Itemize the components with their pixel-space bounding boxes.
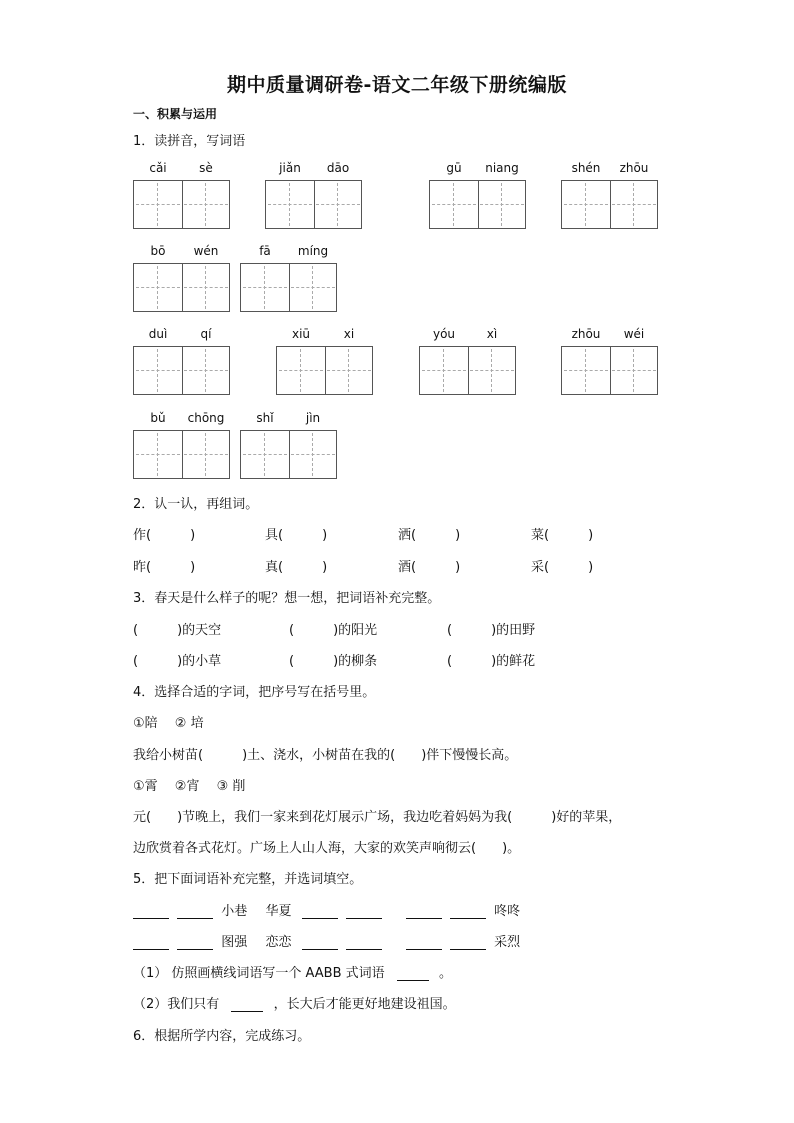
q5-row bbox=[133, 900, 520, 919]
character-cell[interactable] bbox=[562, 327, 611, 394]
fill-blank[interactable] bbox=[177, 948, 213, 950]
pinyin-label: shǐ bbox=[256, 411, 274, 425]
tianzige-box[interactable] bbox=[429, 161, 526, 229]
q5-sub-1-end: 。 bbox=[438, 966, 452, 981]
q5-word: 咚咚 bbox=[494, 904, 521, 919]
fill-blank[interactable] bbox=[450, 948, 486, 950]
fill-blank[interactable] bbox=[302, 948, 338, 950]
character-cell[interactable] bbox=[562, 161, 611, 228]
tianzige-box[interactable] bbox=[133, 161, 230, 229]
pinyin-label: zhōu bbox=[619, 161, 649, 175]
character-cell[interactable] bbox=[182, 244, 230, 311]
question-6-prompt: 6．根据所学内容，完成练习。 bbox=[133, 1029, 311, 1044]
q3-item[interactable]: ( )的柳条 bbox=[289, 654, 378, 669]
character-cell[interactable] bbox=[289, 411, 337, 478]
character-cell[interactable] bbox=[277, 327, 326, 394]
tianzige-box[interactable] bbox=[240, 411, 337, 479]
fill-blank[interactable] bbox=[450, 917, 486, 919]
pinyin-label: niang bbox=[485, 161, 519, 175]
pinyin-label: wéi bbox=[623, 327, 645, 341]
q4-sentence-2-cont[interactable]: 边欣赏着各式花灯。广场上人山人海，大家的欢笑声响彻云( )。 bbox=[133, 841, 521, 856]
character-cell[interactable] bbox=[325, 327, 373, 394]
character-cell[interactable] bbox=[610, 161, 658, 228]
q2-item[interactable]: 具( ) bbox=[265, 528, 328, 543]
pinyin-label: zhōu bbox=[571, 327, 601, 341]
pinyin-label: jiǎn bbox=[279, 161, 301, 175]
q4-sentence-2[interactable]: 元( )节晚上，我们一家来到花灯展示广场，我边吃着妈妈为我( )好的苹果， bbox=[133, 810, 622, 825]
tianzige-box[interactable] bbox=[133, 327, 230, 395]
fill-blank[interactable] bbox=[231, 1010, 263, 1012]
character-cell[interactable] bbox=[610, 327, 658, 394]
character-cell[interactable] bbox=[134, 327, 183, 394]
q3-item[interactable]: ( )的阳光 bbox=[289, 623, 378, 638]
pinyin-label: qí bbox=[200, 327, 212, 341]
q2-item[interactable]: 真( ) bbox=[265, 560, 328, 575]
q3-item[interactable]: ( )的小草 bbox=[133, 654, 222, 669]
q3-item[interactable]: ( )的鲜花 bbox=[447, 654, 536, 669]
question-5-prompt: 5．把下面词语补充完整，并选词填空。 bbox=[133, 872, 363, 887]
character-cell[interactable] bbox=[314, 161, 362, 228]
q5-sub-2 bbox=[133, 993, 456, 1012]
pinyin-label: wén bbox=[193, 244, 219, 258]
character-cell[interactable] bbox=[134, 411, 183, 478]
character-cell[interactable] bbox=[468, 327, 516, 394]
fill-blank[interactable] bbox=[346, 917, 382, 919]
character-cell[interactable] bbox=[241, 411, 290, 478]
q2-item[interactable]: 昨( ) bbox=[133, 560, 196, 575]
tianzige-box[interactable] bbox=[276, 327, 373, 395]
tianzige-box[interactable] bbox=[561, 161, 658, 229]
q2-item[interactable]: 菜( ) bbox=[531, 528, 594, 543]
pinyin-label: xi bbox=[343, 327, 355, 341]
q3-item[interactable]: ( )的田野 bbox=[447, 623, 536, 638]
q5-sub-2-end: ，长大后才能更好地建设祖国。 bbox=[273, 997, 456, 1012]
fill-blank[interactable] bbox=[346, 948, 382, 950]
character-cell[interactable] bbox=[182, 161, 230, 228]
q4-options-1: ①陪 ② 培 bbox=[133, 716, 204, 731]
pinyin-label: dāo bbox=[326, 161, 350, 175]
character-cell[interactable] bbox=[478, 161, 526, 228]
q5-word: 图强 bbox=[221, 935, 248, 950]
q3-item[interactable]: ( )的天空 bbox=[133, 623, 222, 638]
pinyin-label: fā bbox=[259, 244, 271, 258]
character-cell[interactable] bbox=[134, 161, 183, 228]
pinyin-label: bō bbox=[150, 244, 166, 258]
q2-item[interactable]: 作( ) bbox=[133, 528, 196, 543]
tianzige-box[interactable] bbox=[265, 161, 362, 229]
pinyin-label: sè bbox=[199, 161, 213, 175]
tianzige-box[interactable] bbox=[419, 327, 516, 395]
q2-item[interactable]: 采( ) bbox=[531, 560, 594, 575]
pinyin-label: shén bbox=[571, 161, 601, 175]
question-2-prompt: 2．认一认，再组词。 bbox=[133, 497, 259, 512]
tianzige-box[interactable] bbox=[240, 244, 337, 312]
question-4-prompt: 4．选择合适的字词，把序号写在括号里。 bbox=[133, 685, 376, 700]
pinyin-label: xiū bbox=[291, 327, 311, 341]
tianzige-box[interactable] bbox=[133, 244, 230, 312]
q5-word: 华夏 bbox=[265, 904, 292, 919]
pinyin-label: chōng bbox=[187, 411, 225, 425]
section-heading: 一、积累与运用 bbox=[133, 107, 218, 121]
fill-blank[interactable] bbox=[302, 917, 338, 919]
q2-item[interactable]: 酒( ) bbox=[398, 560, 461, 575]
pinyin-label: cǎi bbox=[149, 161, 167, 175]
fill-blank[interactable] bbox=[406, 948, 442, 950]
fill-blank[interactable] bbox=[133, 948, 169, 950]
q5-sub-2-text: （2）我们只有 bbox=[133, 997, 220, 1012]
tianzige-box[interactable] bbox=[561, 327, 658, 395]
question-1-prompt: 1．读拼音，写词语 bbox=[133, 134, 246, 149]
pinyin-label: bǔ bbox=[150, 411, 166, 425]
pinyin-label: yóu bbox=[432, 327, 456, 341]
character-cell[interactable] bbox=[182, 411, 230, 478]
q2-item[interactable]: 洒( ) bbox=[398, 528, 461, 543]
tianzige-box[interactable] bbox=[133, 411, 230, 479]
q4-sentence-1[interactable]: 我给小树苗( )土、浇水，小树苗在我的( )伴下慢慢长高。 bbox=[133, 748, 518, 763]
q5-sub-1-text: （1） 仿照画横线词语写一个 AABB 式词语 bbox=[133, 966, 385, 981]
q5-sub-1 bbox=[133, 962, 452, 981]
q5-row bbox=[133, 931, 520, 950]
q5-word: 恋恋 bbox=[265, 935, 292, 950]
q4-options-2: ①霄 ②宵 ③ 削 bbox=[133, 779, 246, 794]
pinyin-label: xì bbox=[486, 327, 498, 341]
pinyin-label: jìn bbox=[305, 411, 321, 425]
character-cell[interactable] bbox=[134, 244, 183, 311]
pinyin-label: míng bbox=[297, 244, 329, 258]
q5-word: 小巷 bbox=[221, 904, 248, 919]
character-cell[interactable] bbox=[289, 244, 337, 311]
pinyin-label: gū bbox=[446, 161, 462, 175]
character-cell[interactable] bbox=[430, 161, 479, 228]
question-3-prompt: 3．春天是什么样子的呢？想一想，把词语补充完整。 bbox=[133, 591, 441, 606]
fill-blank[interactable] bbox=[133, 917, 169, 919]
fill-blank[interactable] bbox=[397, 979, 429, 981]
character-cell[interactable] bbox=[420, 327, 469, 394]
fill-blank[interactable] bbox=[177, 917, 213, 919]
character-cell[interactable] bbox=[182, 327, 230, 394]
page-title: 期中质量调研卷-语文二年级下册统编版 bbox=[227, 74, 567, 96]
character-cell[interactable] bbox=[266, 161, 315, 228]
fill-blank[interactable] bbox=[406, 917, 442, 919]
character-cell[interactable] bbox=[241, 244, 290, 311]
pinyin-label: duì bbox=[148, 327, 168, 341]
q5-word: 采烈 bbox=[494, 935, 521, 950]
